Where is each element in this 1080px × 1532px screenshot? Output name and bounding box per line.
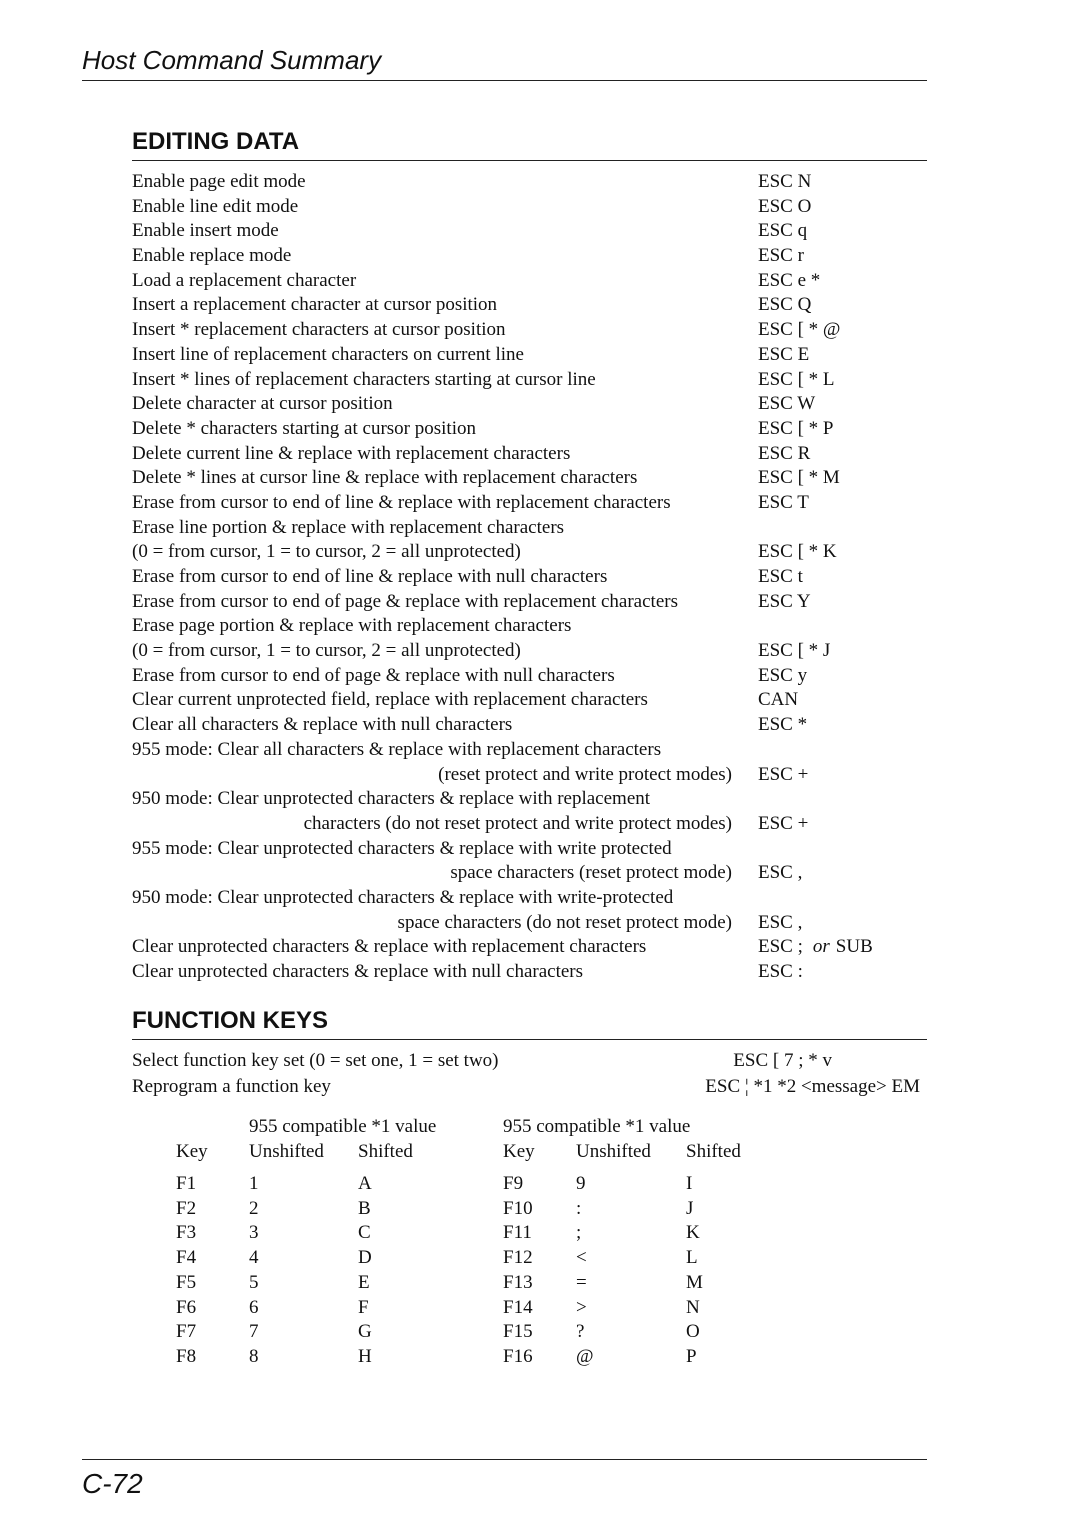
command-description: (0 = from cursor, 1 = to cursor, 2 = all unprotected) [132, 541, 521, 563]
key-cell: F5 [176, 1271, 197, 1293]
command-sequence: ESC , [758, 911, 803, 933]
command-row [132, 688, 932, 713]
command-description: Erase page portion & replace with replacement characters [132, 615, 572, 637]
command-description: (0 = from cursor, 1 = to cursor, 2 = all unprotected) [132, 640, 521, 662]
command-code [758, 170, 811, 195]
column-header: Shifted [686, 1141, 741, 1162]
column-header: Key [503, 1141, 535, 1162]
command-description: Erase line portion & replace with replacement characters [132, 516, 565, 538]
key-cell: F9 [503, 1173, 524, 1194]
command-code [758, 763, 808, 788]
command-code [758, 590, 811, 615]
command-sequence: ESC [ * K [758, 541, 837, 563]
shifted-cell: L [686, 1247, 698, 1269]
command-code [758, 935, 873, 960]
command-row [132, 491, 932, 516]
key-cell: F1 [176, 1173, 197, 1194]
unshifted-cell: ; [576, 1222, 582, 1244]
command-row [132, 318, 932, 343]
key-cell: F16 [503, 1345, 533, 1367]
command-sequence: ESC : [758, 961, 803, 982]
command-description: Erase from cursor to end of page & replace with null characters [132, 664, 615, 686]
command-sequence: ESC [ * @ [758, 319, 841, 341]
key-cell: F15 [503, 1321, 533, 1343]
command-sequence: ESC e * [758, 269, 821, 291]
command-sequence: ESC [ * L [758, 368, 835, 390]
command-code [758, 318, 840, 343]
command-description: characters (do not reset protect and write protect modes) [303, 812, 732, 834]
unshifted-cell: 5 [249, 1271, 259, 1293]
command-row [132, 837, 932, 862]
command-description: Clear unprotected characters & replace with replacement characters [132, 936, 647, 958]
command-code [758, 812, 808, 837]
command-code [758, 219, 807, 244]
command-row [132, 861, 932, 886]
command-row [132, 960, 932, 985]
command-row [132, 787, 932, 812]
command-code [758, 343, 809, 368]
unshifted-cell: > [576, 1296, 587, 1318]
command-code [758, 960, 803, 985]
alternative-command: SUB [835, 936, 873, 958]
command-code [758, 491, 809, 516]
command-row [132, 442, 932, 467]
column-header: Unshifted [249, 1141, 324, 1162]
shifted-cell: O [686, 1321, 700, 1343]
command-code [758, 293, 811, 318]
command-code: ESC ¦ *1 *2 <message> EM [705, 1076, 920, 1097]
command-row [132, 343, 932, 368]
command-description: Erase from cursor to end of line & replace with replacement characters [132, 491, 671, 513]
command-code [758, 417, 834, 442]
key-cell: F3 [176, 1222, 197, 1244]
shifted-cell: P [686, 1345, 697, 1367]
command-sequence: ESC Q [758, 294, 812, 316]
shifted-cell: A [358, 1173, 372, 1194]
command-description: Delete * characters starting at cursor position [132, 417, 476, 439]
unshifted-cell: 6 [249, 1296, 259, 1318]
key-cell: F10 [503, 1197, 533, 1219]
command-row [132, 195, 932, 220]
shifted-cell: I [686, 1173, 693, 1194]
command-description: Insert a replacement character at cursor position [132, 294, 498, 316]
section-title-function-keys: FUNCTION KEYS [132, 1007, 329, 1034]
command-sequence: ESC + [758, 763, 809, 785]
command-sequence: ESC q [758, 220, 808, 242]
shifted-cell: B [358, 1197, 371, 1219]
command-sequence: ESC y [758, 664, 808, 686]
unshifted-cell: ? [576, 1321, 585, 1343]
command-row [132, 219, 932, 244]
command-row [132, 540, 932, 565]
command-description: Insert * lines of replacement characters starting at cursor line [132, 368, 596, 390]
group-label: 955 compatible *1 value [503, 1116, 691, 1137]
command-code [758, 442, 810, 467]
command-description: Clear unprotected characters & replace with null characters [132, 961, 584, 982]
command-row [132, 738, 932, 763]
unshifted-cell: @ [576, 1345, 594, 1367]
header-rule [82, 80, 927, 81]
unshifted-cell: 9 [576, 1173, 586, 1194]
command-sequence: ESC [ * J [758, 640, 831, 662]
section-rule [132, 160, 927, 161]
command-description: Reprogram a function key [132, 1076, 331, 1097]
command-sequence: ESC O [758, 195, 812, 217]
command-sequence: CAN [758, 689, 799, 711]
unshifted-cell: < [576, 1247, 587, 1269]
command-row [132, 170, 932, 195]
command-description: Clear current unprotected field, replace with replacement characters [132, 689, 648, 711]
command-code [758, 269, 820, 294]
unshifted-cell: : [576, 1197, 582, 1219]
command-row [132, 516, 932, 541]
unshifted-cell: 7 [249, 1321, 259, 1343]
command-description: space characters (do not reset protect mode) [397, 911, 732, 933]
key-cell: F14 [503, 1296, 533, 1318]
command-row [132, 392, 932, 417]
command-code [758, 540, 837, 565]
command-code [758, 392, 815, 417]
column-header: Shifted [358, 1141, 413, 1162]
command-description: Select function key set (0 = set one, 1 = set two) [132, 1050, 499, 1071]
command-code [758, 565, 803, 590]
shifted-cell: J [686, 1197, 694, 1219]
shifted-cell: H [358, 1345, 372, 1367]
section-rule [132, 1039, 927, 1040]
key-cell: F13 [503, 1271, 533, 1293]
key-cell: F2 [176, 1197, 197, 1219]
command-sequence: ESC R [758, 442, 811, 464]
column-header: Unshifted [576, 1141, 651, 1162]
key-cell: F4 [176, 1247, 197, 1269]
command-sequence: ESC Y [758, 590, 811, 612]
command-description: Delete * lines at cursor line & replace with replacement characters [132, 467, 638, 489]
key-cell: F12 [503, 1247, 533, 1269]
command-description: 950 mode: Clear unprotected characters & replace with replacement [132, 788, 651, 810]
unshifted-cell: 3 [249, 1222, 259, 1244]
command-row [132, 293, 932, 318]
command-description: Insert line of replacement characters on current line [132, 343, 524, 365]
command-code [758, 639, 830, 664]
alternative-separator: or [812, 936, 830, 958]
key-cell: F7 [176, 1321, 197, 1343]
command-row [132, 763, 932, 788]
command-description: Enable line edit mode [132, 195, 299, 217]
command-sequence: ESC + [758, 812, 809, 834]
command-row [132, 1076, 920, 1101]
command-code [758, 195, 811, 220]
group-label: 955 compatible *1 value [249, 1116, 437, 1137]
unshifted-cell: 4 [249, 1247, 259, 1269]
command-sequence: ESC ; [758, 936, 803, 958]
command-row [132, 590, 932, 615]
key-cell: F8 [176, 1345, 197, 1367]
shifted-cell: M [686, 1271, 703, 1293]
command-row [132, 1050, 928, 1075]
unshifted-cell: 1 [249, 1173, 259, 1194]
command-description: Delete character at cursor position [132, 393, 393, 415]
key-cell: F11 [503, 1222, 532, 1244]
command-description: Erase from cursor to end of line & replace with null characters [132, 566, 608, 587]
command-code [758, 368, 835, 393]
shifted-cell: C [358, 1222, 371, 1244]
command-description: Clear all characters & replace with null characters [132, 714, 513, 736]
command-row [132, 565, 932, 590]
unshifted-cell: 8 [249, 1345, 259, 1367]
command-row [132, 713, 932, 738]
command-row [132, 417, 932, 442]
command-sequence: ESC t [758, 566, 803, 587]
command-sequence: ESC * [758, 714, 808, 736]
command-row [132, 664, 932, 689]
command-description: Enable page edit mode [132, 171, 306, 192]
command-code [758, 664, 807, 689]
command-sequence: ESC E [758, 343, 810, 365]
command-sequence: ESC W [758, 393, 816, 415]
section-title-editing-data: EDITING DATA [132, 128, 300, 155]
command-description: Insert * replacement characters at cursor position [132, 319, 506, 341]
command-description: 955 mode: Clear all characters & replace with replacement characters [132, 738, 662, 760]
editing-commands-list [132, 170, 932, 985]
command-sequence: ESC , [758, 862, 803, 884]
unshifted-cell: 2 [249, 1197, 259, 1219]
shifted-cell: N [686, 1296, 700, 1318]
running-header: Host Command Summary [82, 45, 382, 75]
command-sequence: ESC T [758, 491, 809, 513]
command-row [132, 935, 932, 960]
command-description: (reset protect and write protect modes) [438, 763, 732, 785]
command-description: 955 mode: Clear unprotected characters & replace with write protected [132, 837, 672, 859]
command-description: Erase from cursor to end of page & replace with replacement characters [132, 590, 678, 612]
command-row [132, 368, 932, 393]
command-code [758, 244, 804, 269]
command-description: 950 mode: Clear unprotected characters & replace with write-protected [132, 886, 674, 908]
command-sequence: ESC [ * M [758, 467, 840, 489]
command-sequence: ESC r [758, 245, 804, 267]
column-header: Key [176, 1141, 208, 1162]
command-row [132, 269, 932, 294]
unshifted-cell: = [576, 1271, 587, 1293]
shifted-cell: F [358, 1296, 369, 1318]
command-code [758, 688, 798, 713]
command-row [132, 466, 932, 491]
shifted-cell: E [358, 1271, 370, 1293]
command-description: Enable replace mode [132, 245, 292, 267]
command-code [758, 911, 802, 936]
command-description: Delete current line & replace with replacement characters [132, 442, 571, 464]
command-code [758, 713, 807, 738]
command-code: ESC [ 7 ; * v [733, 1050, 832, 1071]
shifted-cell: D [358, 1247, 372, 1269]
command-row [132, 812, 932, 837]
page-number: C-72 [82, 1468, 143, 1499]
key-cell: F6 [176, 1296, 197, 1318]
footer-rule [82, 1459, 927, 1460]
command-description: space characters (reset protect mode) [450, 862, 732, 884]
shifted-cell: K [686, 1222, 700, 1244]
command-row [132, 244, 932, 269]
command-description: Load a replacement character [132, 269, 357, 291]
command-code [758, 466, 840, 491]
command-sequence: ESC N [758, 171, 812, 192]
command-row [132, 614, 932, 639]
command-row [132, 639, 932, 664]
command-description: Enable insert mode [132, 220, 279, 242]
command-sequence: ESC [ * P [758, 417, 834, 439]
command-code [758, 861, 802, 886]
command-row [132, 886, 932, 911]
shifted-cell: G [358, 1321, 372, 1343]
command-row [132, 911, 932, 936]
